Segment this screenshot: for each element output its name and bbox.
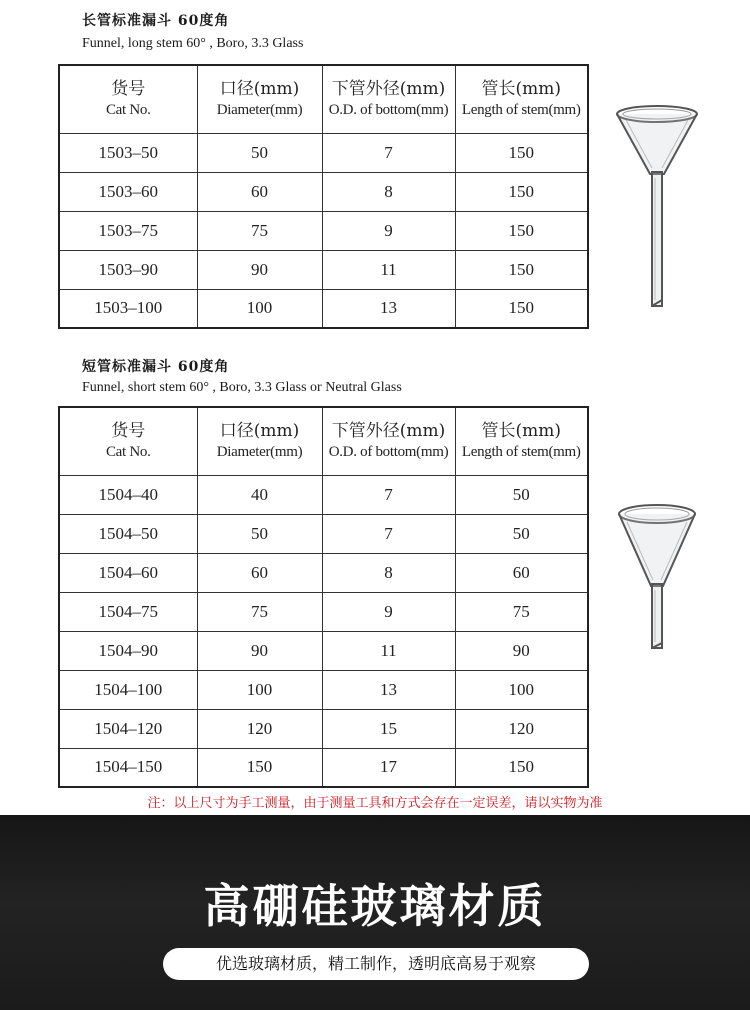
banner-subtitle-pill: 优选玻璃材质，精工制作，透明底高易于观察 [163, 948, 589, 980]
table-cell: 50 [197, 133, 322, 172]
table-header-row [59, 407, 588, 475]
long-stem-spec-table [58, 64, 589, 329]
header-cat-no: 货号 Cat No. [59, 407, 197, 475]
table-cell: 7 [322, 514, 455, 553]
table-cell: 150 [455, 250, 588, 289]
table-cell: 150 [455, 172, 588, 211]
table-cell: 8 [322, 172, 455, 211]
table-cell: 90 [197, 631, 322, 670]
long-stem-funnel-illustration [612, 100, 702, 315]
table-cell: 120 [455, 709, 588, 748]
header-od-bottom: 下管外径(mm) O.D. of bottom(mm) [322, 407, 455, 475]
short-stem-funnel-illustration [614, 500, 700, 655]
short-stem-title-en: Funnel, short stem 60° , Boro, 3.3 Glass or Neutral Glass [82, 380, 402, 395]
table-cell: 100 [197, 289, 322, 328]
table-cell: 17 [322, 748, 455, 787]
table-cell: 1504–60 [59, 553, 197, 592]
header-cat-no: 货号 Cat No. [59, 65, 197, 133]
table-cell: 60 [197, 553, 322, 592]
table-cell: 120 [197, 709, 322, 748]
table-cell: 60 [197, 172, 322, 211]
table-cell: 1504–40 [59, 475, 197, 514]
table-cell: 9 [322, 211, 455, 250]
table-row [59, 475, 588, 514]
table-cell: 13 [322, 289, 455, 328]
table-cell: 50 [455, 514, 588, 553]
table-cell: 1504–90 [59, 631, 197, 670]
table-row [59, 709, 588, 748]
table-row [59, 748, 588, 787]
table-cell: 1503–75 [59, 211, 197, 250]
table-cell: 150 [197, 748, 322, 787]
table-row [59, 172, 588, 211]
table-row [59, 133, 588, 172]
table-cell: 1504–75 [59, 592, 197, 631]
table-cell: 40 [197, 475, 322, 514]
table-row [59, 592, 588, 631]
table-cell: 1503–50 [59, 133, 197, 172]
table-row [59, 211, 588, 250]
table-cell: 50 [455, 475, 588, 514]
table-cell: 8 [322, 553, 455, 592]
table-cell: 11 [322, 250, 455, 289]
table-cell: 13 [322, 670, 455, 709]
table-cell: 15 [322, 709, 455, 748]
table-cell: 1503–60 [59, 172, 197, 211]
table-row [59, 553, 588, 592]
table-cell: 90 [455, 631, 588, 670]
table-row [59, 250, 588, 289]
header-od-bottom: 下管外径(mm) O.D. of bottom(mm) [322, 65, 455, 133]
table-cell: 150 [455, 748, 588, 787]
banner-title: 高硼硅玻璃材质 [203, 879, 547, 933]
table-cell: 1503–100 [59, 289, 197, 328]
table-cell: 75 [197, 592, 322, 631]
table-cell: 75 [455, 592, 588, 631]
header-stem-length: 管长(mm) Length of stem(mm) [455, 65, 588, 133]
header-diameter: 口径(mm) Diameter(mm) [197, 65, 322, 133]
long-stem-title-cn: 长管标准漏斗 60度角 [82, 13, 230, 29]
table-cell: 7 [322, 475, 455, 514]
table-cell: 1504–150 [59, 748, 197, 787]
table-cell: 9 [322, 592, 455, 631]
table-cell: 7 [322, 133, 455, 172]
table-row [59, 289, 588, 328]
table-cell: 1504–100 [59, 670, 197, 709]
measurement-note: 注：以上尺寸为手工测量，由于测量工具和方式会存在一定误差，请以实物为准 [147, 796, 603, 811]
table-row [59, 631, 588, 670]
table-row [59, 670, 588, 709]
table-cell: 11 [322, 631, 455, 670]
header-stem-length: 管长(mm) Length of stem(mm) [455, 407, 588, 475]
table-row [59, 514, 588, 553]
table-cell: 1504–120 [59, 709, 197, 748]
short-stem-spec-table [58, 406, 589, 788]
short-stem-title-cn: 短管标准漏斗 60度角 [82, 359, 230, 375]
table-cell: 150 [455, 211, 588, 250]
long-stem-title-en: Funnel, long stem 60° , Boro, 3.3 Glass [82, 36, 304, 51]
table-cell: 60 [455, 553, 588, 592]
table-cell: 1503–90 [59, 250, 197, 289]
table-header-row [59, 65, 588, 133]
table-cell: 50 [197, 514, 322, 553]
table-cell: 1504–50 [59, 514, 197, 553]
header-diameter: 口径(mm) Diameter(mm) [197, 407, 322, 475]
table-cell: 90 [197, 250, 322, 289]
table-cell: 150 [455, 289, 588, 328]
table-cell: 75 [197, 211, 322, 250]
table-cell: 100 [455, 670, 588, 709]
table-cell: 150 [455, 133, 588, 172]
table-cell: 100 [197, 670, 322, 709]
